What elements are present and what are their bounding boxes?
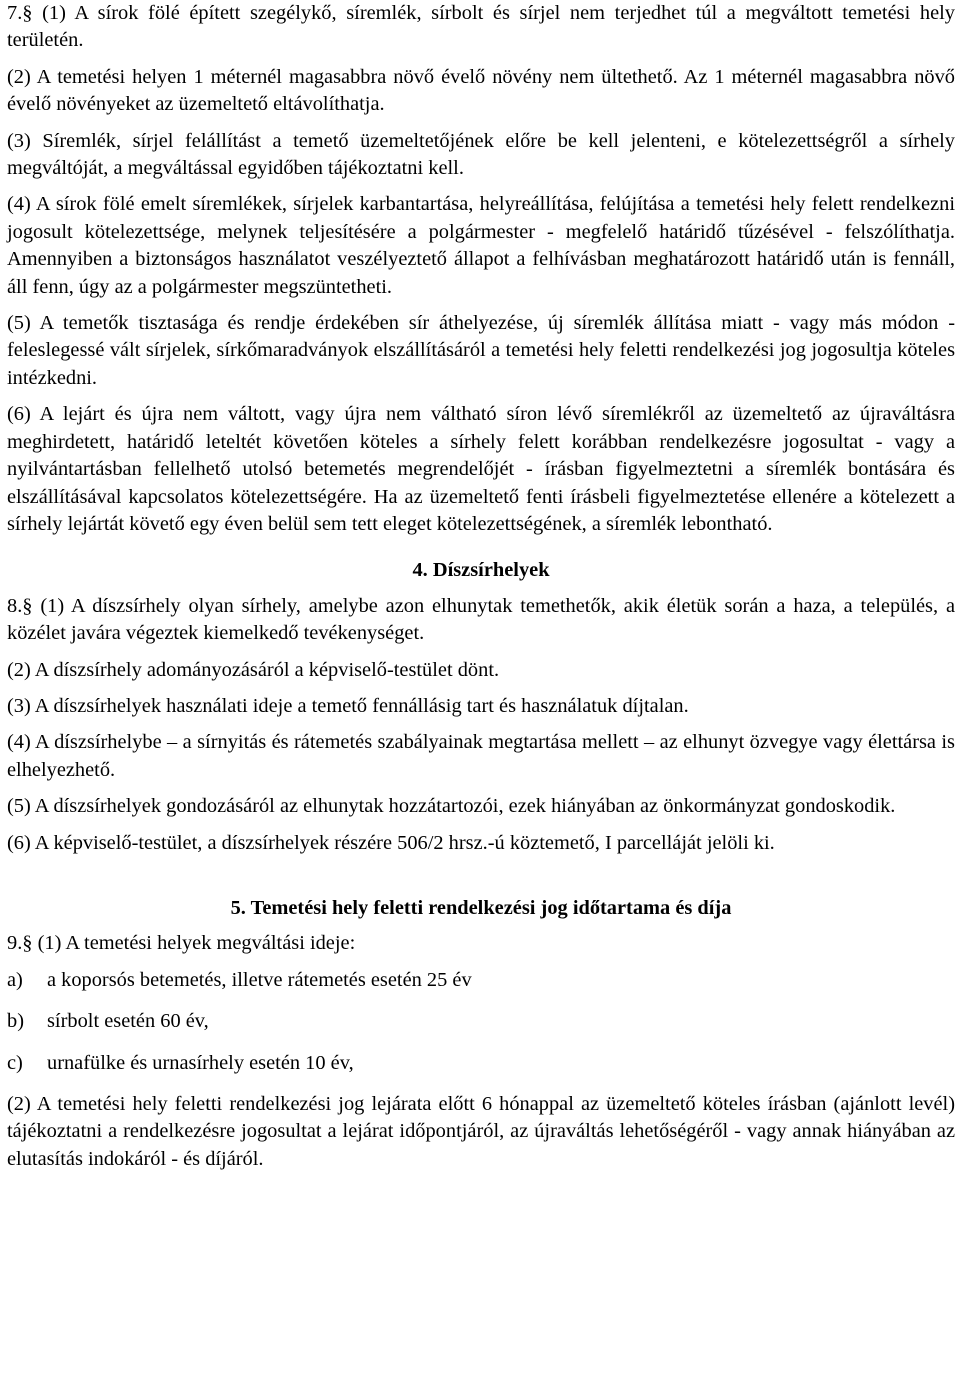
paragraph-8-4: (4) A díszsírhelybe – a sírnyitás és rátemetés szabályainak megtartása mellett – az elhunyt özvegye vagy élettársa is elhelyezhető. <box>7 731 955 781</box>
list-item-marker: c) <box>7 1051 23 1074</box>
paragraph-9-2: (2) A temetési hely feletti rendelkezési jog lejárata előtt 6 hónappal az üzemeltető köteles írásban (ajánlott levél) tájékoztatni a rendelkezésre jogosultat a lejárat időpontjáról, az újraváltás lehetőségéről - vagy annak hiányában az elutasítás indokáról - és díjáról. <box>7 1093 955 1170</box>
paragraph-8-5: (5) A díszsírhelyek gondozásáról az elhunytak hozzátartozói, ezek hiányában az önkormányzat gondoskodik. <box>7 795 896 818</box>
paragraph-7-5: (5) A temetők tisztasága és rendje érdekében sír áthelyezése, új síremlék állítása miatt - vagy más módon - feleslegessé vált sírjelek, sírkőmaradványok elszállításáról a temetési hely feletti rendelkezési jog jogosultja köteles intézkedni. <box>7 312 955 389</box>
list-item-text: a koporsós betemetés, illetve rátemetés esetén 25 év <box>47 968 472 991</box>
paragraph-8-1: 8.§ (1) A díszsírhely olyan sírhely, amelybe azon elhunytak temethetők, akik életük során a haza, a település, a közélet javára végeztek kiemelkedő tevékenységet. <box>7 594 955 645</box>
list-item-text: sírbolt esetén 60 év, <box>47 1010 209 1033</box>
list-item <box>7 967 955 994</box>
paragraph-7-6: (6) A lejárt és újra nem váltott, vagy újra nem váltható síron lévő síremlékről az üzemeltető az újraváltásra meghirdetett, határidő leteltét követően köteles a sírhely felett korábban rendelkezésre jogosultat - vagy a nyilvántartásban fellelhető utolsó betemetés megrendelőjét - írásban figyelmeztetni a síremlék bontására és elszállításával kapcsolatos kötelezettségére. Ha az üzemeltető fenti írásbeli figyelmeztetése ellenére a kötelezett a sírhely lejártát követő egy éven belül sem tett eleget kötelezettségének, a síremlék lebontható. <box>7 403 955 535</box>
paragraph-7-4: (4) A sírok fölé emelt síremlékek, sírjelek karbantartása, helyreállítása, felújítása a temetési hely felett rendelkezni jogosult kötelezettsége, melynek teljesítésére a polgármester - megfelelő határidő tűzésével - felszólíthatja. Amennyiben a biztonságos használatot veszélyeztető állapot a felhívásban meghatározott határidő után is fennáll, áll fenn, úgy az a polgármester megszüntetheti. <box>7 193 955 298</box>
paragraph-8-2: (2) A díszsírhely adományozásáról a képviselő-testület dönt. <box>7 658 500 681</box>
list-item-marker: b) <box>7 1010 24 1033</box>
section-5-heading: 5. Temetési hely feletti rendelkezési jog időtartama és díja <box>230 896 732 919</box>
redemption-period-list <box>7 967 955 1077</box>
list-item <box>7 1050 955 1077</box>
list-item-text: urnafülke és urnasírhely esetén 10 év, <box>47 1051 354 1074</box>
paragraph-7-2: (2) A temetési helyen 1 méternél magasabbra növő évelő növény nem ültethető. Az 1 méternél magasabbra növő évelő növényeket az üzemeltető eltávolíthatja. <box>7 65 955 116</box>
list-item-marker: a) <box>7 968 23 991</box>
paragraph-7-1: 7.§ (1) A sírok fölé épített szegélykő, síremlék, sírbolt és sírjel nem terjedhet túl a megváltott temetési hely területén. <box>7 2 955 52</box>
paragraph-8-6: (6) A képviselő-testület, a díszsírhelyek részére 506/2 hrsz.-ú köztemető, I parcelláját jelöli ki. <box>7 831 775 854</box>
paragraph-9-1: 9.§ (1) A temetési helyek megváltási ideje: <box>7 932 356 955</box>
document-page <box>7 0 955 1182</box>
list-item <box>7 1008 955 1035</box>
section-4-heading: 4. Díszsírhelyek <box>412 559 550 582</box>
paragraph-7-3: (3) Síremlék, sírjel felállítást a temető üzemeltetőjének előre be kell jelenteni, e kötelezettségről a sírhely megváltóját, a megváltással egyidőben tájékoztatni kell. <box>7 129 955 180</box>
paragraph-8-3: (3) A díszsírhelyek használati ideje a temető fennállásig tart és használatuk díjtalan. <box>7 694 689 717</box>
